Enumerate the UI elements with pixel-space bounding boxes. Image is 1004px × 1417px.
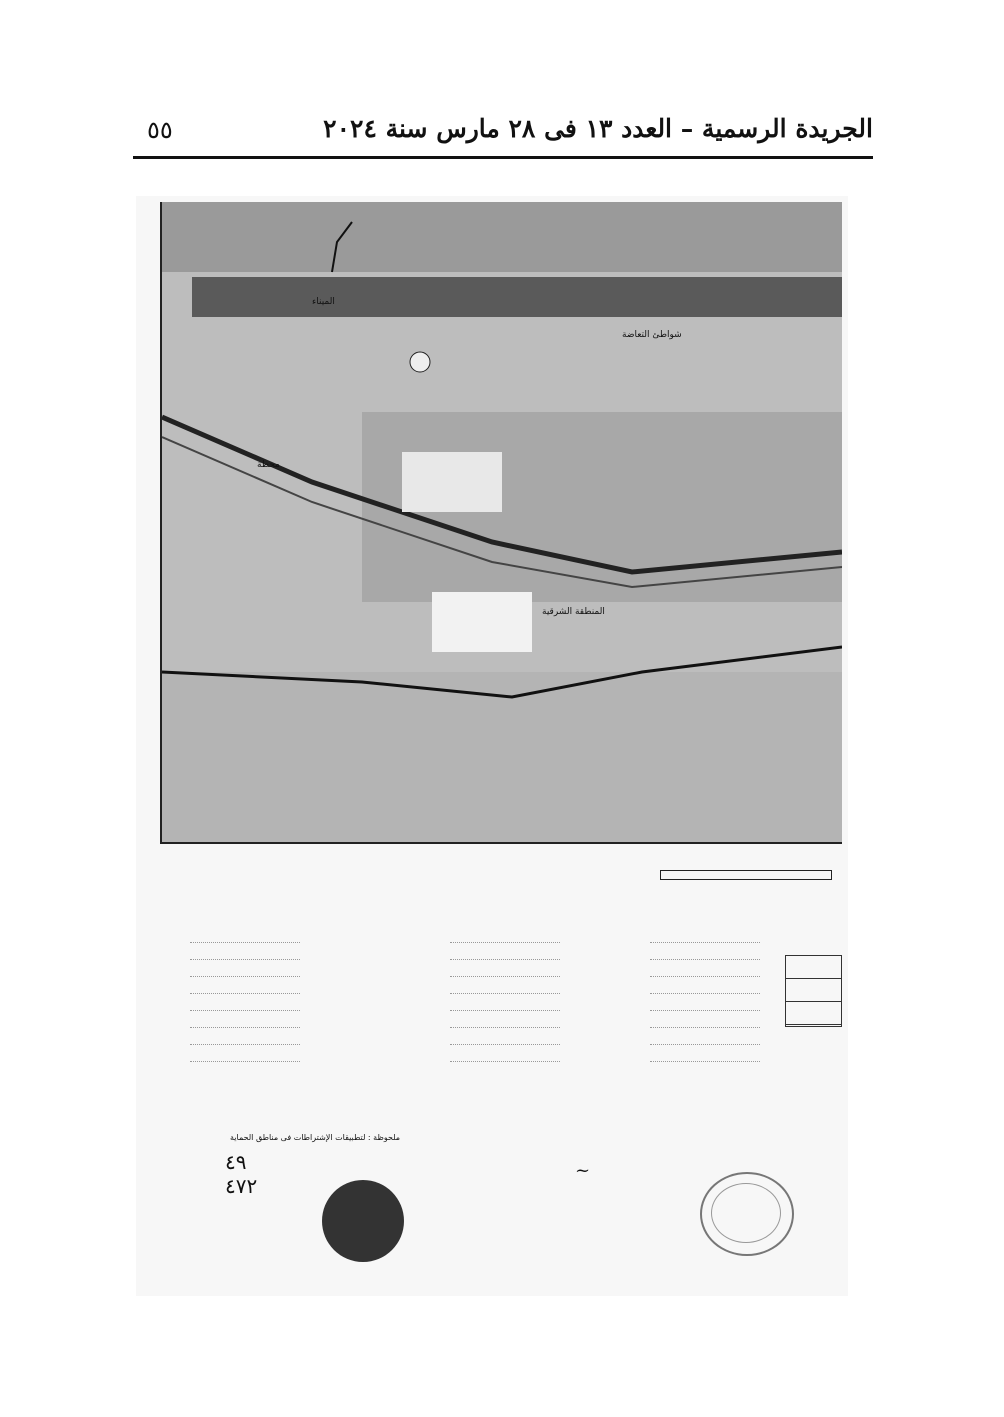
gazette-title: الجريدة الرسمية – العدد ١٣ فى ٢٨ مارس سنة ٢٠٢٤ xyxy=(323,114,873,143)
handwritten-page-ref xyxy=(225,1150,257,1198)
legend-column-2 xyxy=(450,930,560,1066)
map-graphic xyxy=(162,202,842,842)
round-logo-stamp xyxy=(322,1180,404,1262)
coastal-resorts xyxy=(192,277,842,317)
signature: ~ xyxy=(575,1160,591,1181)
map-legend xyxy=(190,930,840,1130)
page-number: ٥٥ xyxy=(147,116,173,144)
legend-table xyxy=(785,955,842,1027)
coast-label: شواطئ التعاضة xyxy=(622,330,682,340)
legend-column-1 xyxy=(190,930,300,1066)
oval-stamp-inner xyxy=(711,1183,781,1243)
sea-area xyxy=(162,202,842,272)
station-label: محطة xyxy=(257,460,280,470)
handwritten-top: ٤٩ xyxy=(225,1150,247,1174)
land-use-map xyxy=(160,202,842,844)
scale-bar xyxy=(660,870,832,880)
header-rule xyxy=(133,156,873,159)
east-region-label: المنطقة الشرقية xyxy=(542,607,605,617)
roundabout xyxy=(410,352,430,372)
harbor-label: الميناء xyxy=(312,297,335,307)
handwritten-bottom: ٤٧٢ xyxy=(225,1174,258,1198)
white-area-2 xyxy=(402,452,502,512)
legend-column-3 xyxy=(650,930,760,1066)
legend-footnote: ملحوظة : لتطبيقات الإشتراطات فى مناطق الحماية xyxy=(230,1133,401,1142)
white-area-1 xyxy=(432,592,532,652)
page-header xyxy=(133,112,873,156)
